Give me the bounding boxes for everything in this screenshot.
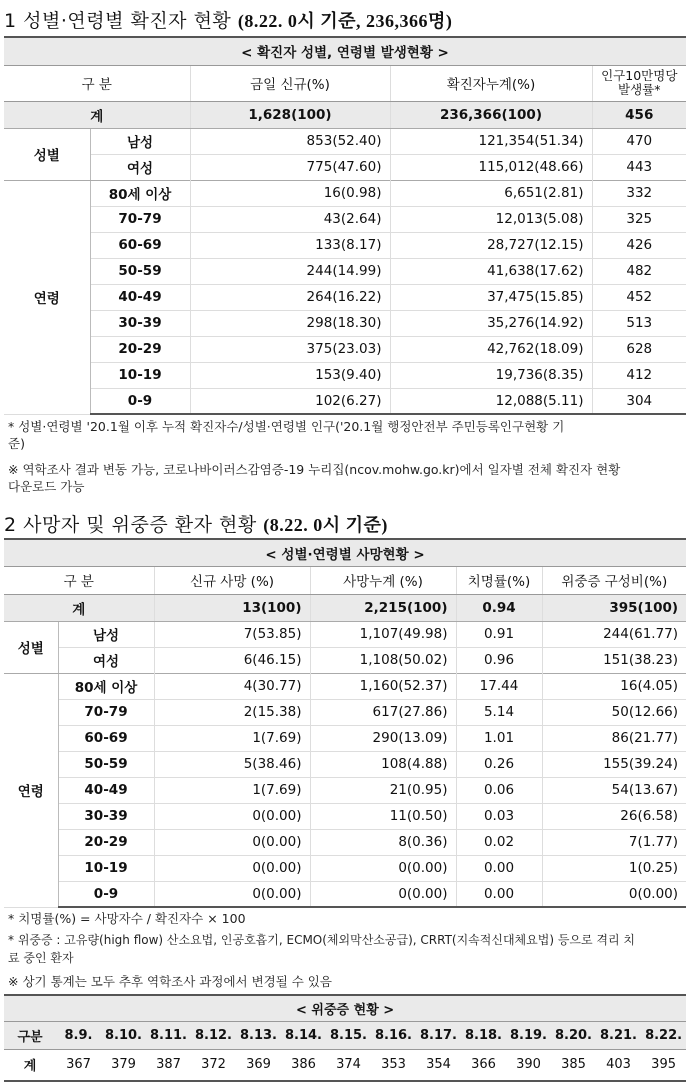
age-group-label: 연령 bbox=[4, 673, 58, 907]
age-cumulative: 0(0.00) bbox=[310, 881, 456, 907]
age-fatality: 17.44 bbox=[456, 673, 542, 699]
age-cumulative: 12,088(5.11) bbox=[390, 388, 592, 414]
age-cumulative: 11(0.50) bbox=[310, 803, 456, 829]
date-header: 8.15. bbox=[329, 1027, 367, 1043]
date-header: 8.13. bbox=[239, 1027, 277, 1043]
age-new-deaths: 1(7.69) bbox=[154, 777, 310, 803]
age-new-deaths: 0(0.00) bbox=[154, 829, 310, 855]
header-rate bbox=[592, 65, 686, 101]
age-new-deaths: 0(0.00) bbox=[154, 855, 310, 881]
age-label: 80세 이상 bbox=[90, 180, 190, 206]
age-cumulative: 0(0.00) bbox=[310, 855, 456, 881]
header-cumulative: 사망누계 (%) bbox=[310, 566, 456, 594]
age-rate: 332 bbox=[592, 180, 686, 206]
age-fatality: 0.03 bbox=[456, 803, 542, 829]
age-group-label: 연령 bbox=[4, 180, 90, 414]
date-header: 8.22. bbox=[645, 1027, 683, 1043]
confirmed-cases-table bbox=[4, 36, 686, 415]
age-severe: 86(21.77) bbox=[542, 725, 686, 751]
section2-title bbox=[4, 510, 388, 537]
age-severe: 1(0.25) bbox=[542, 855, 686, 881]
age-severe: 16(4.05) bbox=[542, 673, 686, 699]
section2-note: 료 중인 환자 bbox=[8, 951, 74, 965]
age-new: 43(2.64) bbox=[190, 206, 390, 232]
severe-count: 386 bbox=[291, 1057, 316, 1073]
severe-count: 353 bbox=[381, 1057, 406, 1073]
age-new-deaths: 2(15.38) bbox=[154, 699, 310, 725]
age-cumulative: 290(13.09) bbox=[310, 725, 456, 751]
age-cumulative: 28,727(12.15) bbox=[390, 232, 592, 258]
gender-label: 여성 bbox=[90, 154, 190, 180]
total-new: 1,628(100) bbox=[190, 101, 390, 128]
age-label: 40-49 bbox=[58, 777, 154, 803]
age-label: 0-9 bbox=[58, 881, 154, 907]
row-header-label: 구분 bbox=[17, 1029, 43, 1045]
date-header: 8.16. bbox=[374, 1027, 412, 1043]
age-label: 20-29 bbox=[58, 829, 154, 855]
severe-count: 369 bbox=[246, 1057, 271, 1073]
age-rate: 412 bbox=[592, 362, 686, 388]
age-cumulative: 21(0.95) bbox=[310, 777, 456, 803]
age-cumulative: 8(0.36) bbox=[310, 829, 456, 855]
header-rate-line2: 발생률* bbox=[618, 82, 661, 97]
age-fatality: 5.14 bbox=[456, 699, 542, 725]
date-header: 8.9. bbox=[64, 1027, 93, 1043]
gender-severe: 151(38.23) bbox=[603, 652, 679, 668]
date-header: 8.20. bbox=[554, 1027, 592, 1043]
total-cumulative: 2,215(100) bbox=[310, 594, 456, 621]
total-fatality: 0.94 bbox=[456, 594, 542, 621]
age-severe: 7(1.77) bbox=[542, 829, 686, 855]
gender-fatality: 0.96 bbox=[456, 647, 542, 673]
age-severe: 0(0.00) bbox=[542, 881, 686, 907]
severe-count: 387 bbox=[156, 1057, 181, 1073]
age-new-deaths: 1(7.69) bbox=[154, 725, 310, 751]
age-cumulative: 41,638(17.62) bbox=[390, 258, 592, 284]
section2-title-text: 2 사망자 및 위중증 환자 현황 bbox=[4, 514, 264, 536]
date-header: 8.17. bbox=[419, 1027, 457, 1043]
age-cumulative: 42,762(18.09) bbox=[390, 336, 592, 362]
age-severe: 26(6.58) bbox=[542, 803, 686, 829]
section1-note: 준) bbox=[8, 436, 25, 451]
gender-rate: 470 bbox=[592, 128, 686, 154]
age-label: 0-9 bbox=[90, 388, 190, 414]
gender-group-label: 성별 bbox=[4, 621, 58, 673]
age-label: 60-69 bbox=[90, 232, 190, 258]
age-new-deaths: 0(0.00) bbox=[154, 881, 310, 907]
age-cumulative: 35,276(14.92) bbox=[390, 310, 592, 336]
date-header: 8.12. bbox=[194, 1027, 232, 1043]
date-header: 8.18. bbox=[464, 1027, 502, 1043]
age-fatality: 1.01 bbox=[456, 725, 542, 751]
table1-caption: < 확진자 성별, 연령별 발생현황 > bbox=[4, 37, 686, 65]
gender-cumulative: 1,107(49.98) bbox=[310, 621, 456, 647]
total-new-deaths: 13(100) bbox=[154, 594, 310, 621]
total-label: 계 bbox=[4, 101, 190, 128]
age-label: 50-59 bbox=[58, 751, 154, 777]
age-label: 20-29 bbox=[90, 336, 190, 362]
age-rate: 325 bbox=[592, 206, 686, 232]
age-cumulative: 108(4.88) bbox=[310, 751, 456, 777]
header-category: 구 분 bbox=[4, 65, 190, 101]
age-label: 10-19 bbox=[58, 855, 154, 881]
age-rate: 426 bbox=[592, 232, 686, 258]
date-header: 8.21. bbox=[599, 1027, 637, 1043]
age-label: 30-39 bbox=[58, 803, 154, 829]
gender-new-deaths: 6(46.15) bbox=[154, 647, 310, 673]
date-header: 8.10. bbox=[104, 1027, 142, 1043]
age-cumulative: 6,651(2.81) bbox=[390, 180, 592, 206]
age-label: 80세 이상 bbox=[58, 673, 154, 699]
age-cumulative: 19,736(8.35) bbox=[390, 362, 592, 388]
gender-label: 여성 bbox=[58, 647, 154, 673]
age-cumulative: 37,475(15.85) bbox=[390, 284, 592, 310]
date-header: 8.14. bbox=[284, 1027, 322, 1043]
age-new: 298(18.30) bbox=[190, 310, 390, 336]
header-fatality: 치명률(%) bbox=[456, 566, 542, 594]
gender-group-label: 성별 bbox=[4, 128, 90, 180]
age-fatality: 0.06 bbox=[456, 777, 542, 803]
age-label: 70-79 bbox=[58, 699, 154, 725]
age-new: 102(6.27) bbox=[190, 388, 390, 414]
age-cumulative: 12,013(5.08) bbox=[390, 206, 592, 232]
age-new: 244(14.99) bbox=[190, 258, 390, 284]
age-severe: 155(39.24) bbox=[542, 751, 686, 777]
age-new: 133(8.17) bbox=[190, 232, 390, 258]
age-label: 30-39 bbox=[90, 310, 190, 336]
gender-cumulative: 1,108(50.02) bbox=[310, 647, 456, 673]
section1-title bbox=[4, 6, 452, 33]
severe-count: 395 bbox=[651, 1057, 676, 1073]
age-rate: 482 bbox=[592, 258, 686, 284]
severe-count: 372 bbox=[201, 1057, 226, 1073]
date-header: 8.19. bbox=[509, 1027, 547, 1043]
header-severe: 위중증 구성비(%) bbox=[542, 566, 686, 594]
age-label: 40-49 bbox=[90, 284, 190, 310]
age-label: 70-79 bbox=[90, 206, 190, 232]
age-new: 375(23.03) bbox=[190, 336, 390, 362]
severe-count: 390 bbox=[516, 1057, 541, 1073]
age-new: 153(9.40) bbox=[190, 362, 390, 388]
section1-note: ※ 역학조사 결과 변동 가능, 코로나바이러스감염증-19 누리집(ncov.mohw.go.kr)에서 일자별 전체 확진자 현황 bbox=[8, 462, 621, 477]
age-new-deaths: 0(0.00) bbox=[154, 803, 310, 829]
gender-new: 853(52.40) bbox=[190, 128, 390, 154]
total-cumulative: 236,366(100) bbox=[390, 101, 592, 128]
total-severe: 395(100) bbox=[542, 594, 686, 621]
gender-rate: 443 bbox=[626, 159, 653, 175]
age-rate: 628 bbox=[592, 336, 686, 362]
severe-count: 354 bbox=[426, 1057, 451, 1073]
header-new-deaths: 신규 사망 (%) bbox=[154, 566, 310, 594]
age-rate: 513 bbox=[592, 310, 686, 336]
severe-count: 403 bbox=[606, 1057, 631, 1073]
header-cumulative: 확진자누계(%) bbox=[390, 65, 592, 101]
header-rate-line1: 인구10만명당 bbox=[601, 68, 678, 83]
age-new-deaths: 4(30.77) bbox=[154, 673, 310, 699]
section2-title-date: (8.22. 0시 기준) bbox=[263, 515, 388, 535]
age-new: 16(0.98) bbox=[190, 180, 390, 206]
gender-cumulative: 115,012(48.66) bbox=[390, 154, 592, 180]
age-label: 10-19 bbox=[90, 362, 190, 388]
section2-note: * 위중증 : 고유량(high flow) 산소요법, 인공호흡기, ECMO(체외막산소공급), CRRT(지속적신대체요법) 등으로 격리 치 bbox=[8, 933, 635, 947]
age-label: 50-59 bbox=[90, 258, 190, 284]
age-fatality: 0.26 bbox=[456, 751, 542, 777]
section1-title-date: (8.22. 0시 기준, 236,366명) bbox=[237, 11, 453, 31]
section1-title-text: 1 성별·연령별 확진자 현황 bbox=[4, 10, 238, 32]
gender-new: 775(47.60) bbox=[190, 154, 390, 180]
section1-note: 다운로드 가능 bbox=[8, 479, 85, 494]
section1-note: * 성별·연령별 '20.1월 이후 누적 확진자수/성별·연령별 인구('20.1월 행정안전부 주민등록인구현황 기 bbox=[8, 419, 565, 434]
header-new: 금일 신규(%) bbox=[190, 65, 390, 101]
age-new: 264(16.22) bbox=[190, 284, 390, 310]
section2-note: * 치명률(%) = 사망자수 / 확진자수 × 100 bbox=[8, 911, 246, 926]
severe-count: 379 bbox=[111, 1057, 136, 1073]
severe-count: 374 bbox=[336, 1057, 361, 1073]
gender-label: 남성 bbox=[90, 128, 190, 154]
table3-caption: < 위중증 현황 > bbox=[4, 995, 686, 1021]
gender-new-deaths: 7(53.85) bbox=[154, 621, 310, 647]
total-rate: 456 bbox=[592, 101, 686, 128]
total-label: 계 bbox=[4, 594, 154, 621]
gender-cumulative: 121,354(51.34) bbox=[390, 128, 592, 154]
age-fatality: 0.00 bbox=[456, 881, 542, 907]
total-row-label: 계 bbox=[23, 1059, 37, 1075]
age-rate: 304 bbox=[592, 388, 686, 414]
age-severe: 50(12.66) bbox=[542, 699, 686, 725]
gender-severe: 244(61.77) bbox=[542, 621, 686, 647]
age-label: 60-69 bbox=[58, 725, 154, 751]
age-new-deaths: 5(38.46) bbox=[154, 751, 310, 777]
severe-count: 366 bbox=[471, 1057, 496, 1073]
severe-daily-table bbox=[4, 994, 686, 1082]
age-severe: 54(13.67) bbox=[542, 777, 686, 803]
table2-caption: < 성별·연령별 사망현황 > bbox=[4, 539, 686, 566]
age-rate: 452 bbox=[592, 284, 686, 310]
gender-fatality: 0.91 bbox=[456, 621, 542, 647]
gender-label: 남성 bbox=[58, 621, 154, 647]
section2-note: ※ 상기 통계는 모두 추후 역학조사 과정에서 변경될 수 있음 bbox=[8, 974, 332, 989]
severe-count: 385 bbox=[561, 1057, 586, 1073]
date-header: 8.11. bbox=[149, 1027, 187, 1043]
age-cumulative: 1,160(52.37) bbox=[310, 673, 456, 699]
header-category: 구 분 bbox=[4, 566, 154, 594]
severe-count: 367 bbox=[66, 1057, 91, 1073]
age-cumulative: 617(27.86) bbox=[310, 699, 456, 725]
age-fatality: 0.02 bbox=[456, 829, 542, 855]
deaths-table bbox=[4, 538, 686, 908]
age-fatality: 0.00 bbox=[456, 855, 542, 881]
